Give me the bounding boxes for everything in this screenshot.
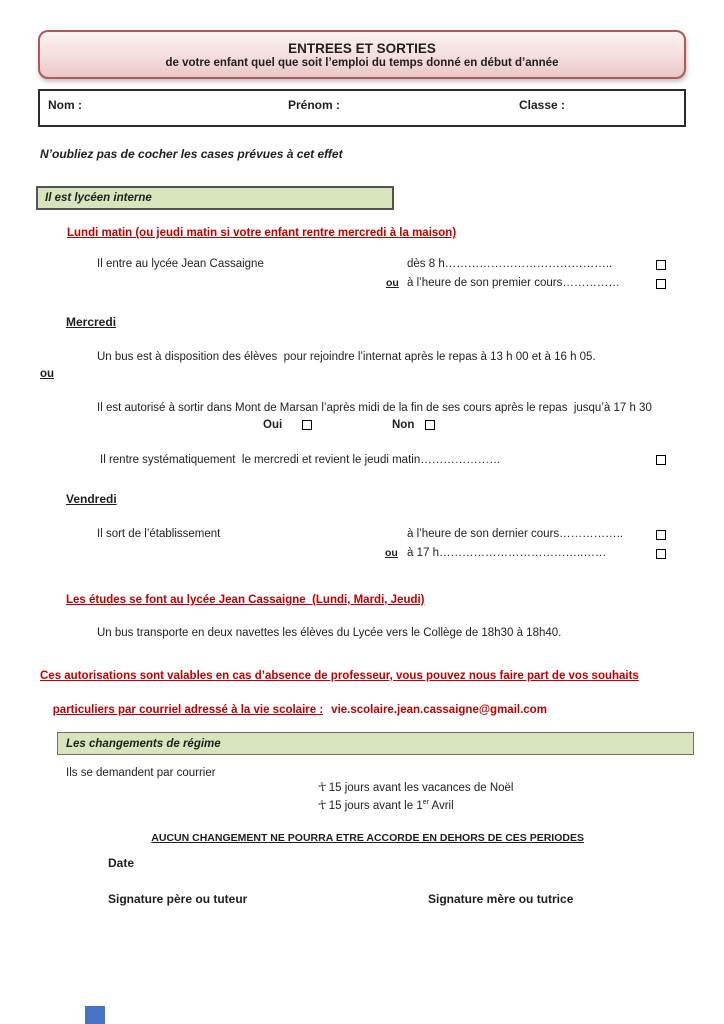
section-regime-title: Les changements de régime — [66, 737, 221, 750]
vendredi-option1-label: à l’heure de son dernier cours…………….. — [407, 528, 624, 540]
etudes-heading: Les études se font au lycée Jean Cassaigne (Lundi, Mardi, Jeudi) — [66, 594, 425, 606]
lundi-row-label: Il entre au lycée Jean Cassaigne — [97, 258, 264, 270]
vendredi-ou-label: ou — [385, 547, 398, 559]
checkbox-premier-cours[interactable] — [656, 279, 666, 289]
regime-bullet1-text: 15 jours avant les vacances de Noël — [328, 781, 514, 794]
identity-box — [38, 89, 686, 127]
regime-intro-text: Ils se demandent par courrier — [66, 767, 216, 779]
checkbox-rentre-mercredi[interactable] — [656, 455, 666, 465]
mercredi-bus-text: Un bus est à disposition des élèves pour rejoindre l’internat après le repas à 13 h 00 et à 16 h 05. — [97, 351, 596, 363]
section-interne-title: Il est lycéen interne — [45, 192, 152, 204]
oui-label: Oui — [263, 419, 283, 431]
prenom-label: Prénom : — [288, 98, 341, 112]
section-interne-bar — [36, 186, 394, 210]
next-page-marker — [85, 1006, 105, 1024]
etudes-bus-text: Un bus transporte en deux navettes les élèves du Lycée vers le Collège de 18h30 à 18h40. — [97, 627, 562, 639]
nom-label: Nom : — [48, 98, 82, 112]
instruction-text: N’oubliez pas de cocher les cases prévues à cet effet — [40, 147, 343, 161]
mercredi-rentre-text: Il rentre systématiquement le mercredi et revient le jeudi matin………………… — [100, 454, 501, 466]
mercredi-heading: Mercredi — [66, 315, 117, 329]
document-title: ENTREES ET SORTIES — [288, 40, 436, 56]
header-banner — [38, 30, 686, 79]
regime-bullet2-text: 15 jours avant le 1 — [328, 799, 423, 812]
lundi-option1-label: dès 8 h…………………………………….. — [407, 258, 613, 270]
vendredi-heading: Vendredi — [66, 492, 117, 506]
regime-bullet2-post: Avril — [428, 799, 454, 812]
lundi-ou-label: ou — [386, 277, 399, 289]
checkbox-oui[interactable] — [302, 420, 312, 430]
warning-text: AUCUN CHANGEMENT NE POURRA ETRE ACCORDE EN DEHORS DE CES PERIODES — [151, 831, 584, 844]
autorisations-line1: Ces autorisations sont valables en cas d’absence de professeur, vous pouvez nous faire part de vos souhaits — [40, 670, 639, 682]
lundi-option2-label: à l’heure de son premier cours…………… — [407, 277, 620, 289]
email-link[interactable]: vie.scolaire.jean.cassaigne@gmail.com — [331, 703, 547, 716]
date-label: Date — [108, 856, 135, 870]
regime-bullet2-sup: er — [422, 799, 429, 807]
autorisations-line2-text: particuliers par courriel adressé à la vie scolaire : — [52, 703, 324, 716]
hand-dingbat-icon: ☥ — [316, 779, 328, 795]
checkbox-des-8h[interactable] — [656, 260, 666, 270]
checkbox-17h[interactable] — [656, 549, 666, 559]
hand-dingbat-icon: ☥ — [316, 797, 328, 813]
document-subtitle: de votre enfant quel que soit l’emploi du temps donné en début d’année — [165, 56, 559, 69]
checkbox-non[interactable] — [425, 420, 435, 430]
vendredi-row-label: Il sort de l’établissement — [97, 528, 221, 540]
signature-pere-label: Signature père ou tuteur — [108, 892, 248, 906]
section-regime-bar — [57, 732, 694, 755]
vendredi-option2-label: à 17 h………………………………..…… — [407, 547, 607, 559]
lundi-heading: Lundi matin (ou jeudi matin si votre enfant rentre mercredi à la maison) — [67, 227, 457, 239]
mercredi-ou-label: ou — [40, 368, 55, 380]
mercredi-sortie-text: Il est autorisé à sortir dans Mont de Marsan l’après midi de la fin de ses cours après le repas jusqu’à 17 h 30 — [97, 402, 652, 414]
classe-label: Classe : — [519, 98, 566, 112]
checkbox-dernier-cours[interactable] — [656, 530, 666, 540]
autorisations-line2 — [40, 688, 547, 733]
warning-line — [0, 818, 724, 859]
non-label: Non — [392, 419, 415, 431]
signature-mere-label: Signature mère ou tutrice — [428, 892, 574, 906]
